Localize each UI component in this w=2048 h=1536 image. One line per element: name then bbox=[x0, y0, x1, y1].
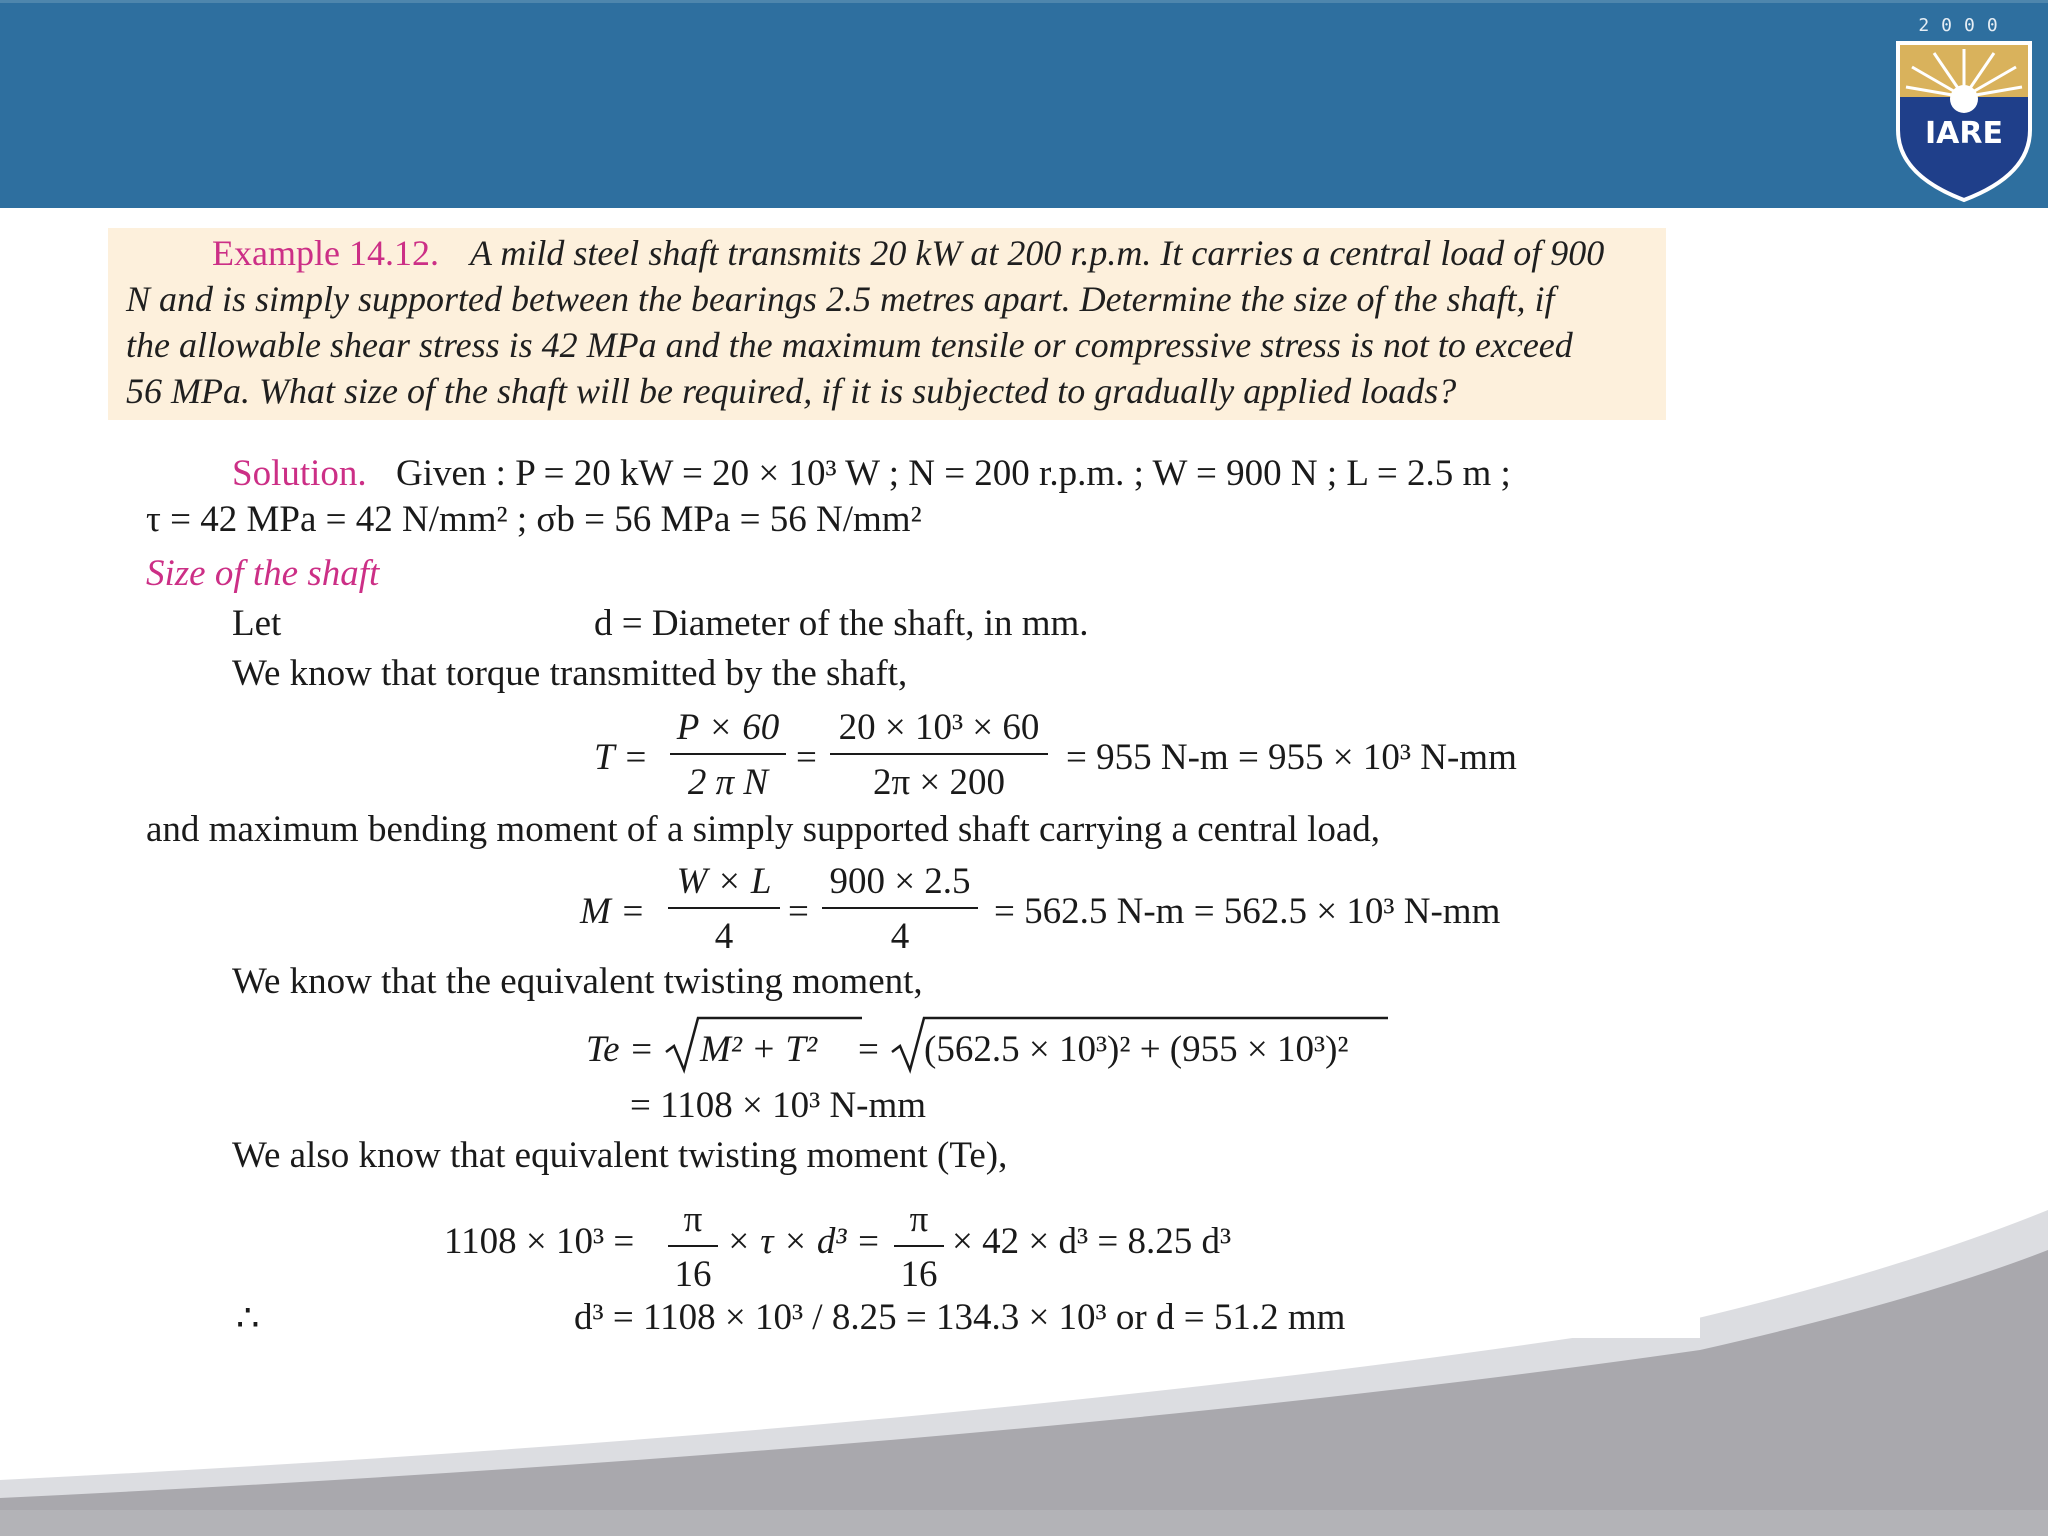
final-f1-numerator: π bbox=[683, 1199, 703, 1240]
moment-equals: = bbox=[788, 891, 809, 932]
final-f2-numerator: π bbox=[909, 1199, 929, 1240]
moment-f2-denominator: 4 bbox=[890, 916, 910, 957]
te-result: = 1108 × 10³ N-mm bbox=[630, 1085, 927, 1126]
example-line-1: A mild steel shaft transmits 20 kW at 200 r.p.m. It carries a central load of 900 bbox=[470, 233, 1605, 273]
te-radicand-1: M² + T² bbox=[700, 1029, 818, 1070]
iare-shield-icon bbox=[1880, 35, 2048, 205]
logo-year: 2000 bbox=[1918, 15, 2010, 36]
torque-f2-numerator: 20 × 10³ × 60 bbox=[838, 707, 1040, 748]
torque-f1-numerator: P × 60 bbox=[676, 707, 780, 748]
torque-f1-denominator: 2 π N bbox=[687, 762, 769, 803]
final-middle: × τ × d³ = bbox=[726, 1221, 881, 1262]
example-line-3: the allowable shear stress is 42 MPa and the maximum tensile or compressive stress is not to exceed bbox=[126, 325, 1573, 365]
section-heading: Size of the shaft bbox=[146, 553, 380, 594]
header-banner bbox=[0, 0, 2048, 208]
example-line-2: N and is simply supported between the bearings 2.5 metres apart. Determine the size of the shaft, if bbox=[126, 279, 1555, 319]
torque-f2-denominator: 2π × 200 bbox=[872, 762, 1006, 803]
torque-intro: We know that torque transmitted by the shaft, bbox=[232, 653, 908, 694]
final-fraction-1 bbox=[668, 1198, 718, 1296]
given-line-2: τ = 42 MPa = 42 N/mm² ; σb = 56 MPa = 56 N/mm² bbox=[146, 499, 922, 540]
moment-result: = 562.5 N-m = 562.5 × 10³ N-mm bbox=[994, 891, 1501, 932]
moment-f1-numerator: W × L bbox=[676, 861, 772, 902]
moment-lhs: M = bbox=[580, 891, 646, 932]
torque-equals: = bbox=[796, 737, 817, 778]
example-line-4: 56 MPa. What size of the shaft will be required, if it is subjected to gradually applied loads? bbox=[126, 371, 1457, 411]
moment-fraction-1 bbox=[668, 860, 780, 958]
final-end: × 42 × d³ = 8.25 d³ bbox=[952, 1221, 1232, 1262]
therefore-symbol: ∴ bbox=[236, 1298, 260, 1339]
final-f1-denominator: 16 bbox=[674, 1254, 712, 1295]
torque-fraction-1 bbox=[670, 706, 786, 804]
final-answer: d³ = 1108 × 10³ / 8.25 = 134.3 × 10³ or d = 51.2 mm bbox=[574, 1297, 1346, 1338]
moment-intro: and maximum bending moment of a simply supported shaft carrying a central load, bbox=[146, 809, 1381, 850]
moment-fraction-2 bbox=[822, 860, 978, 958]
let-word: Let bbox=[232, 603, 282, 644]
moment-f2-numerator: 900 × 2.5 bbox=[829, 861, 971, 902]
final-lhs: 1108 × 10³ = bbox=[444, 1221, 635, 1262]
te-intro-2: We also know that equivalent twisting moment (Te), bbox=[232, 1135, 1008, 1176]
final-f2-denominator: 16 bbox=[900, 1254, 938, 1295]
solution-label: Solution. bbox=[232, 453, 367, 494]
logo-name: IARE bbox=[1925, 116, 2003, 151]
torque-fraction-2 bbox=[830, 706, 1048, 804]
let-definition: d = Diameter of the shaft, in mm. bbox=[594, 603, 1089, 644]
iare-logo bbox=[1880, 11, 2048, 207]
torque-result: = 955 N-m = 955 × 10³ N-mm bbox=[1066, 737, 1517, 778]
te-equals: = bbox=[858, 1029, 879, 1070]
given-line-1: Given : P = 20 kW = 20 × 10³ W ; N = 200 r.p.m. ; W = 900 N ; L = 2.5 m ; bbox=[396, 453, 1511, 494]
white-patch bbox=[1400, 1300, 1700, 1338]
example-label: Example 14.12. bbox=[212, 233, 439, 273]
torque-lhs: T = bbox=[594, 737, 649, 778]
moment-f1-denominator: 4 bbox=[714, 916, 734, 957]
te-intro: We know that the equivalent twisting moment, bbox=[232, 961, 923, 1002]
te-lhs: Te = bbox=[586, 1029, 654, 1070]
final-fraction-2 bbox=[894, 1198, 944, 1296]
te-radicand-2: (562.5 × 10³)² + (955 × 10³)² bbox=[924, 1029, 1349, 1070]
